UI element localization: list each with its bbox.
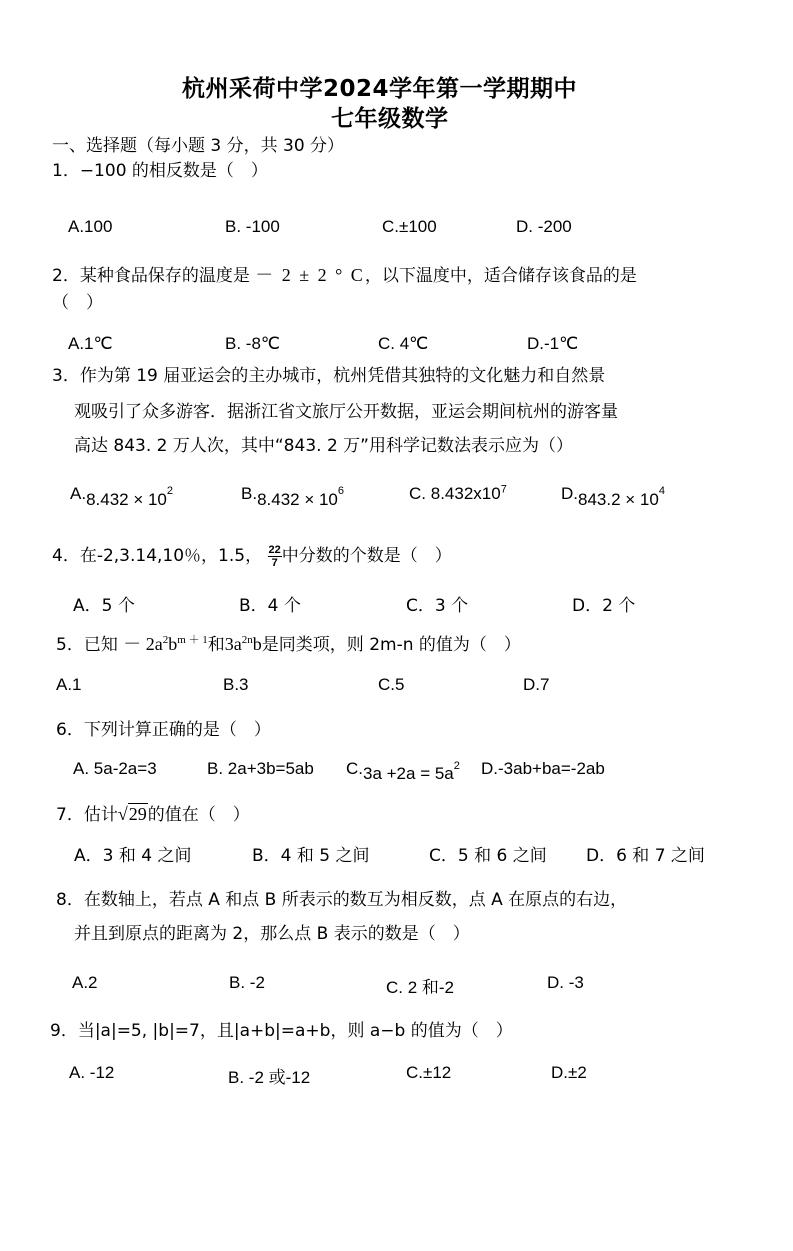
q2-option-b: B. -8℃ [225, 334, 280, 353]
q7-option-a: A．3 和 4 之间 [74, 846, 192, 866]
q7-sqrt: √29 [117, 804, 147, 824]
q7-option-d: D．6 和 7 之间 [586, 846, 705, 866]
q6-option-b: B. 2a+3b=5ab [207, 759, 314, 778]
question-8-stem-line1: 8．在数轴上，若点 A 和点 B 所表示的数互为相反数，点 A 在原点的右边， [56, 890, 628, 910]
question-5-stem: 5．已知 － $2a^2b^{m + 1}$和$3a^{2n}b$是同类项，则 2m-n 的值为（ ） [56, 634, 521, 655]
exam-title: 杭州采荷中学2024学年第一学期期中 [182, 76, 578, 102]
q4-option-d: D．2 个 [572, 596, 636, 616]
question-9-stem: 9．当|a|=5, |b|=7，且|a+b|=a+b，则 a−b 的值为（ ） [50, 1021, 513, 1041]
q3-option-d: $D.843.2 \times 10^4$ [561, 484, 665, 509]
question-8-stem-line2: 并且到原点的距离为 2，那么点 B 表示的数是（ ） [74, 924, 470, 944]
q4-option-b: B．4 个 [239, 596, 301, 616]
q9-option-a: A. -12 [69, 1063, 115, 1082]
q1-option-d: D. -200 [516, 217, 572, 236]
q3-option-c: C. $8.432x10^7$ [409, 483, 507, 503]
q6-option-c: $C.3a +2a = 5a^2$ [346, 759, 460, 783]
q1-option-a: A.100 [68, 217, 113, 236]
q2-option-c: C. 4℃ [378, 334, 429, 353]
q4-option-a: A．5 个 [73, 596, 135, 616]
q2-option-d: D.-1℃ [527, 334, 579, 353]
q5-expression-1: － $2a^2b^{m + 1}$ [123, 634, 208, 654]
q2-stem-start: 2．某种食品保存的温度是 [52, 266, 250, 286]
q8-option-c: C. 2 和-2 [386, 978, 455, 997]
section-heading: 一、选择题（每小题 3 分，共 30 分） [52, 136, 345, 156]
q7-option-b: B．4 和 5 之间 [252, 846, 370, 866]
q8-option-b: B. -2 [229, 973, 265, 992]
q2-temperature-expr: － 2 ± 2 ° C [255, 265, 365, 285]
q5-option-c: C.5 [378, 675, 405, 694]
q5-option-a: A.1 [56, 675, 82, 694]
q6-option-a: A. 5a-2a=3 [73, 759, 157, 778]
q5-option-b: B.3 [223, 675, 249, 694]
q1-option-b: B. -100 [225, 217, 280, 236]
q5-expression-2: $3a^{2n}b$ [224, 634, 262, 654]
q6-option-d: D.-3ab+ba=-2ab [481, 759, 605, 778]
question-2-stem-line2: （ ） [52, 293, 103, 313]
q4-fraction: $\frac{22}{7}$ [268, 543, 281, 569]
q8-option-d: D. -3 [547, 973, 584, 992]
q4-option-c: C．3 个 [406, 596, 469, 616]
question-3-stem-line2: 观吸引了众多游客．据浙江省文旅厅公开数据，亚运会期间杭州的游客量 [74, 402, 618, 422]
q5-option-d: D.7 [523, 675, 550, 694]
q1-option-c: C.±100 [382, 217, 437, 236]
q9-option-c: C.±12 [406, 1063, 452, 1082]
q9-option-d: D.±2 [551, 1063, 587, 1082]
question-6-stem: 6．下列计算正确的是（ ） [56, 720, 271, 740]
question-2-stem [52, 261, 637, 287]
q2-option-a: A.1℃ [68, 334, 113, 353]
q8-option-a: A.2 [72, 973, 98, 992]
question-3-stem-line1: 3．作为第 19 届亚运会的主办城市，杭州凭借其独特的文化魅力和自然景 [52, 366, 606, 386]
question-3-stem-line3: 高达 843. 2 万人次，其中“843. 2 万”用科学记数法表示应为（） [74, 436, 573, 456]
q3-option-a: $A.8.432 \times 10^2$ [70, 484, 174, 509]
q2-stem-end: ，以下温度中，适合储存该食品的是 [364, 266, 637, 286]
exam-subtitle: 七年级数学 [331, 106, 449, 132]
question-4-stem: 4．在-2,3.14,10％，1.5， $\frac{22}{7}$ 中分数的个数是（ ） [52, 543, 452, 569]
question-1-stem: 1．−100 的相反数是（ ） [52, 161, 268, 181]
q3-option-b: $B.8.432 \times 10^6$ [241, 484, 345, 509]
question-7-stem: 7．估计√29的值在（ ） [56, 804, 250, 825]
q9-option-b: B. -2 或-12 [228, 1068, 311, 1087]
q7-option-c: C．5 和 6 之间 [429, 846, 547, 866]
